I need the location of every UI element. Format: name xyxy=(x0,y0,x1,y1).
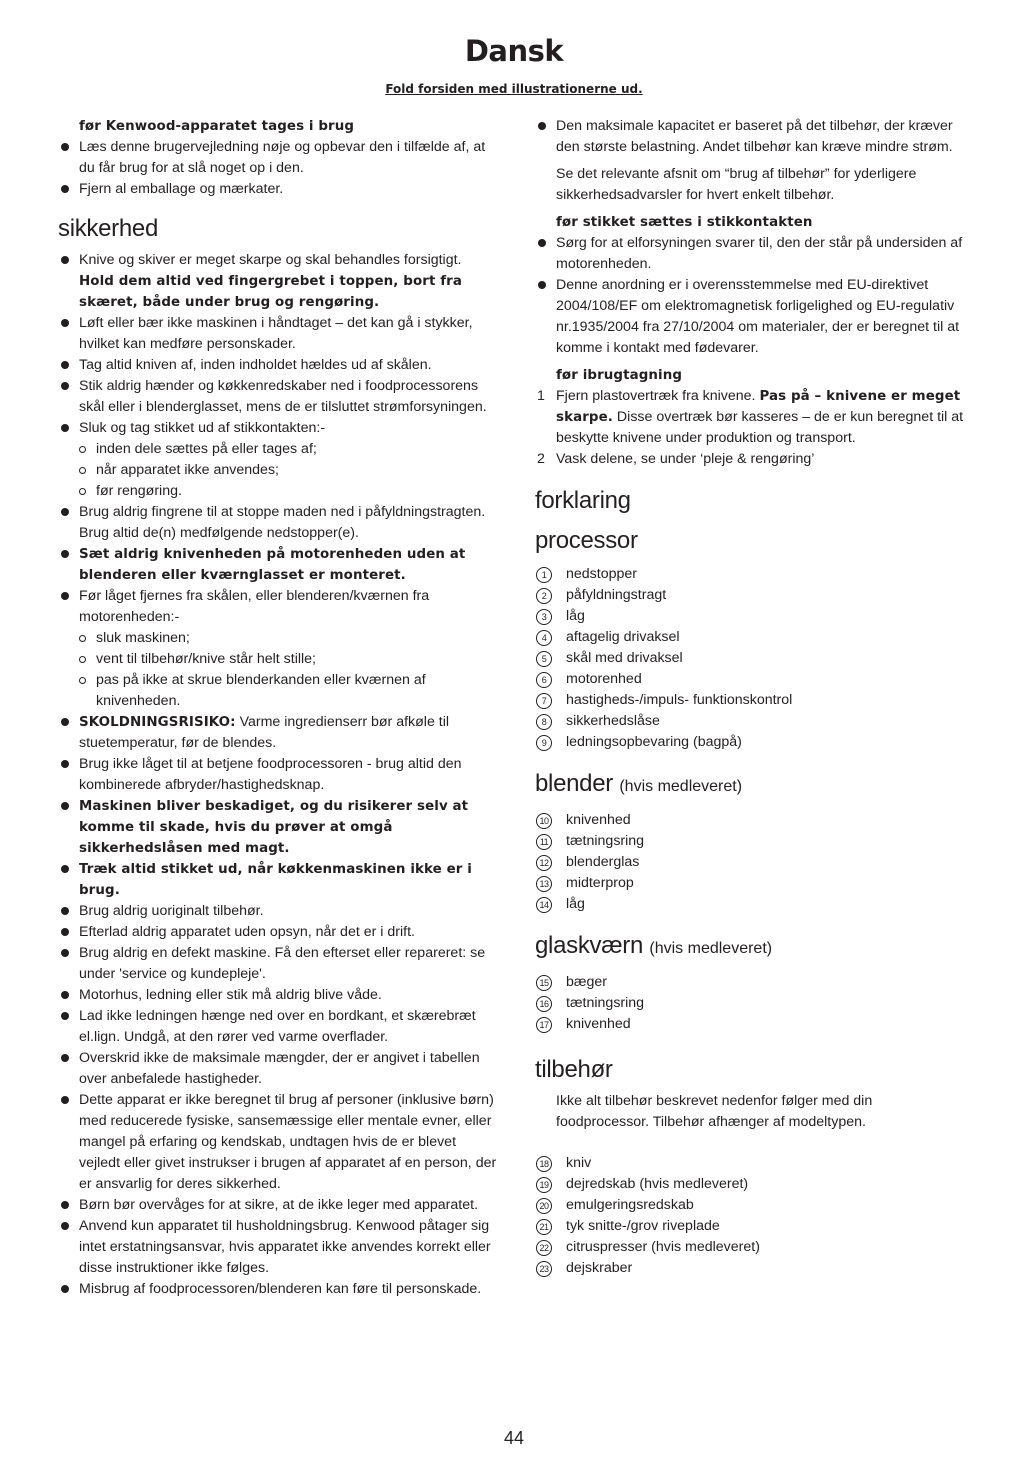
list-item: SKOLDNINGSRISIKO: Varme ingredienserr bør afkøle til stuetemperatur, før de blendes. xyxy=(58,712,498,754)
list-item: Sluk og tag stikket ud af stikkontakten:- xyxy=(58,418,498,439)
list-item: Brug aldrig fingrene til at stoppe maden ned i påfyldningstragten. Brug altid de(n) medfølgende nedstopper(e). xyxy=(58,502,498,544)
sub-list-item: pas på ikke at skrue blenderkanden eller kværnen af knivenheden. xyxy=(58,670,498,712)
legend-item: 3 låg xyxy=(535,606,965,627)
list-item: Stik aldrig hænder og køkkenredskaber ned i foodprocessorens skål eller i blenderglasset, mens de er tilsluttet strømforsyningen. xyxy=(58,376,498,418)
sub-list-item: sluk maskinen; xyxy=(58,628,498,649)
mill-legend xyxy=(535,972,965,1035)
list-item: Sæt aldrig knivenheden på motorenheden uden at blenderen eller kværnglasset er monteret. xyxy=(58,544,498,586)
legend-item: 9 ledningsopbevaring (bagpå) xyxy=(535,732,965,753)
list-item: Lad ikke ledningen hænge ned over en bordkant, et skærebræt el.lign. Undgå, at den rører ved varme overflader. xyxy=(58,1006,498,1048)
legend-item: 20 emulgeringsredskab xyxy=(535,1195,965,1216)
legend-item: 13 midterprop xyxy=(535,873,965,894)
legend-item: 15 bæger xyxy=(535,972,965,993)
legend-item: 12 blenderglas xyxy=(535,852,965,873)
list-item: Misbrug af foodprocessoren/blenderen kan føre til personskade. xyxy=(58,1279,498,1300)
list-item: Denne anordning er i overensstemmelse med EU-direktivet 2004/108/EF om elektromagnetisk forligelighed og EU-regulativ nr.1935/2004 fra 27/10/2004 om materialer, der er beregnet til at komme i kontakt med fødevarer. xyxy=(535,275,965,359)
list-item: Brug ikke låget til at betjene foodprocessoren - brug altid den kombinerede afbryder/hastighedsknap. xyxy=(58,754,498,796)
key-heading: forklaring xyxy=(535,487,631,514)
processor-heading: processor xyxy=(535,527,638,554)
first-use-title: før ibrugtagning xyxy=(556,368,683,383)
list-item: Børn bør overvåges for at sikre, at de ikke leger med apparatet. xyxy=(58,1195,498,1216)
before-use-title: før Kenwood-apparatet tages i brug xyxy=(79,119,355,134)
see-also-paragraph: Se det relevante afsnit om “brug af tilbehør” for yderligere sikkerhedsadvarsler for hvert enkelt tilbehør. xyxy=(556,166,917,203)
legend-item: 8 sikkerhedslåse xyxy=(535,711,965,732)
mill-heading: glaskværn (hvis medleveret) xyxy=(535,932,773,959)
safety-heading: sikkerhed xyxy=(58,215,159,242)
list-item: Den maksimale kapacitet er baseret på det tilbehør, der kræver den største belastning. Andet tilbehør kan kræve mindre strøm. xyxy=(535,116,965,158)
blender-heading: blender (hvis medleveret) xyxy=(535,770,743,797)
list-item: Før låget fjernes fra skålen, eller blenderen/kværnen fra motorenheden:- xyxy=(58,586,498,628)
right-column xyxy=(535,116,965,1279)
processor-legend xyxy=(535,564,965,753)
legend-item: 7 hastigheds-/impuls- funktionskontrol xyxy=(535,690,965,711)
list-item: Motorhus, ledning eller stik må aldrig blive våde. xyxy=(58,985,498,1006)
accessories-heading: tilbehør xyxy=(535,1056,613,1083)
legend-item: 6 motorenhed xyxy=(535,669,965,690)
legend-item: 2 påfyldningstragt xyxy=(535,585,965,606)
list-item: Overskrid ikke de maksimale mængder, der er angivet i tabellen over anbefalede hastigheder. xyxy=(58,1048,498,1090)
list-item: Dette apparat er ikke beregnet til brug af personer (inklusive børn) med reducerede fysiske, sansemæssige eller mentale evner, eller mangel på erfaring og kendskab, undtagen hvis de er blevet vejledt eller givet instrukser i brugen af apparatet af en person, der er ansvarlig for deres sikkerhed. xyxy=(58,1090,498,1195)
legend-item: 5 skål med drivaksel xyxy=(535,648,965,669)
legend-item: 11 tætningsring xyxy=(535,831,965,852)
legend-item: 18 kniv xyxy=(535,1153,965,1174)
list-item: Brug aldrig uoriginalt tilbehør. xyxy=(58,901,498,922)
list-item: Anvend kun apparatet til husholdningsbrug. Kenwood påtager sig intet erstatningsansvar, hvis apparatet ikke anvendes korrekt eller disse instruktioner ikke følges. xyxy=(58,1216,498,1279)
list-item: Maskinen bliver beskadiget, og du risikerer selv at komme til skade, hvis du prøver at omgå sikkerhedslåsen med magt. xyxy=(58,796,498,859)
list-item: Tag altid kniven af, inden indholdet hældes ud af skålen. xyxy=(58,355,498,376)
legend-item: 16 tætningsring xyxy=(535,993,965,1014)
sub-list-item: vent til tilbehør/knive står helt stille; xyxy=(58,649,498,670)
legend-item: 14 låg xyxy=(535,894,965,915)
legend-item: 22 citruspresser (hvis medleveret) xyxy=(535,1237,965,1258)
legend-item: 23 dejskraber xyxy=(535,1258,965,1279)
legend-item: 19 dejredskab (hvis medleveret) xyxy=(535,1174,965,1195)
list-item: Knive og skiver er meget skarpe og skal behandles forsigtigt. Hold dem altid ved fingergrebet i toppen, bort fra skæret, både under brug og rengøring. xyxy=(58,250,498,313)
sub-list-item: inden dele sættes på eller tages af; xyxy=(58,439,498,460)
legend-item: 4 aftagelig drivaksel xyxy=(535,627,965,648)
page-title: Dansk xyxy=(464,34,564,68)
legend-item: 21 tyk snitte-/grov riveplade xyxy=(535,1216,965,1237)
legend-item: 17 knivenhed xyxy=(535,1014,965,1035)
list-item: Løft eller bær ikke maskinen i håndtaget – det kan gå i stykker, hvilket kan medføre personskader. xyxy=(58,313,498,355)
legend-item: 1 nedstopper xyxy=(535,564,965,585)
numbered-step: 2 Vask delene, se under ‘pleje & rengøring’ xyxy=(537,451,815,467)
blender-legend xyxy=(535,810,965,915)
sub-list-item: når apparatet ikke anvendes; xyxy=(58,460,498,481)
list-item: Fjern al emballage og mærkater. xyxy=(58,179,498,200)
list-item: Brug aldrig en defekt maskine. Få den efterset eller repareret: se under 'service og kundepleje'. xyxy=(58,943,498,985)
legend-item: 10 knivenhed xyxy=(535,810,965,831)
sub-list-item: før rengøring. xyxy=(58,481,498,502)
plug-title: før stikket sættes i stikkontakten xyxy=(556,215,813,230)
page-number: 44 xyxy=(503,1428,525,1448)
numbered-step: 1 Fjern plastovertræk fra knivene. Pas på – knivene er meget skarpe. Disse overtræk bør kasseres – de er kun beregnet til at beskytte knivene under produktion og transport. xyxy=(537,388,964,446)
list-item: Sørg for at elforsyningen svarer til, den der står på undersiden af motorenheden. xyxy=(535,233,965,275)
left-column xyxy=(58,116,498,1300)
page-subtitle: Fold forsiden med illustrationerne ud. xyxy=(385,82,643,96)
list-item: Træk altid stikket ud, når køkkenmaskinen ikke er i brug. xyxy=(58,859,498,901)
list-item: Læs denne brugervejledning nøje og opbevar den i tilfælde af, at du får brug for at slå noget op i den. xyxy=(58,137,498,179)
accessories-intro: Ikke alt tilbehør beskrevet nedenfor følger med din foodprocessor. Tilbehør afhænger af modeltypen. xyxy=(556,1093,873,1130)
accessories-legend xyxy=(535,1153,965,1279)
list-item: Efterlad aldrig apparatet uden opsyn, når det er i drift. xyxy=(58,922,498,943)
